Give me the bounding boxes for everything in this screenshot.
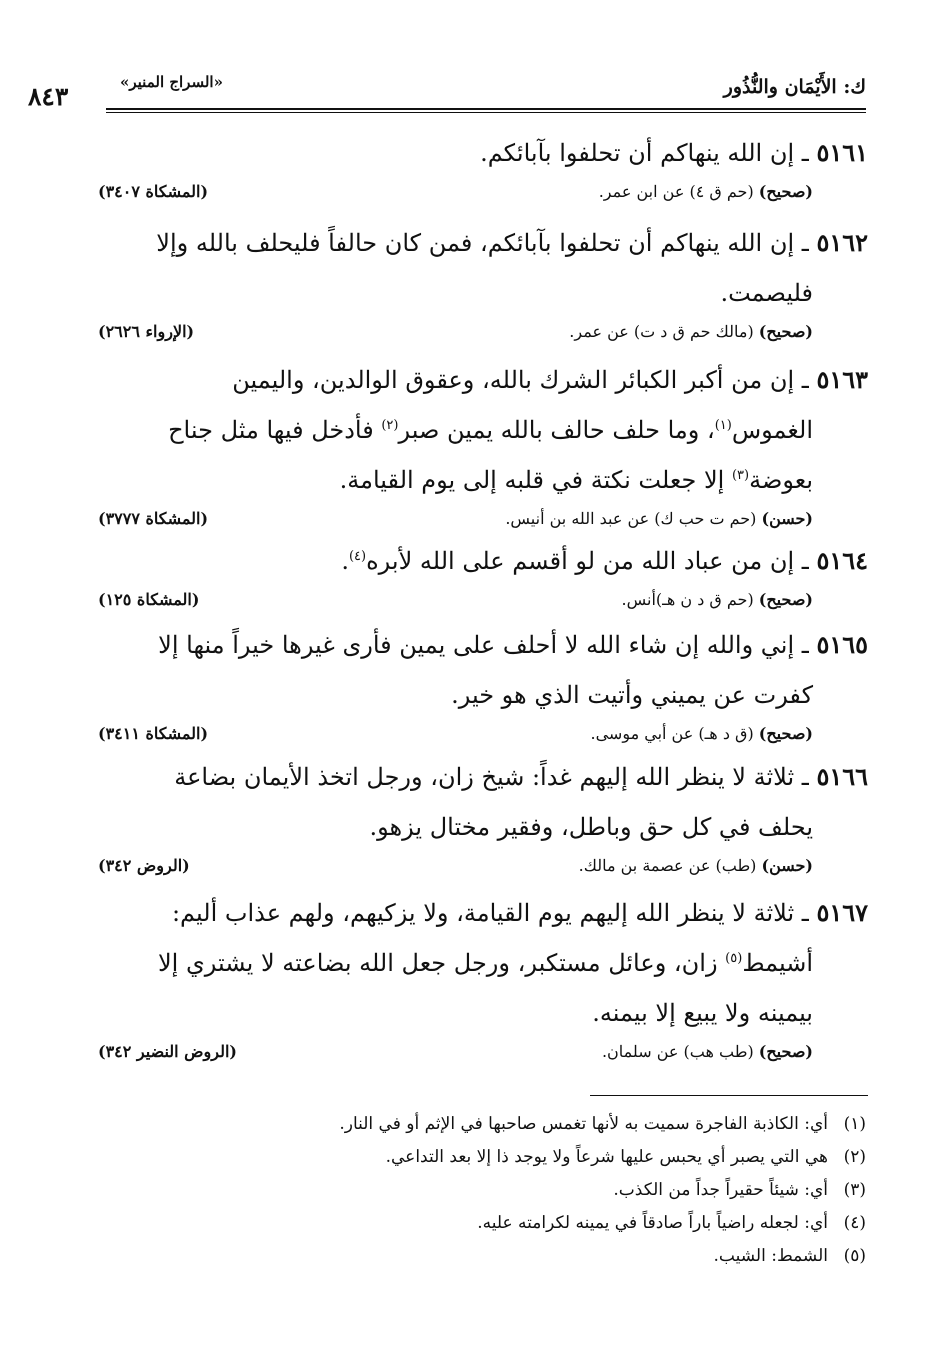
hadith-continuation: كفرت عن يميني وأتيت الذي هو خير. xyxy=(451,681,813,709)
hadith-5166 xyxy=(98,752,868,884)
hadith-text: ٥١٦٥ ـ إني والله إن شاء الله لا أحلف على يمين فأرى غيرها خيراً منها إلا xyxy=(158,630,868,659)
footnote-mark: (٣) xyxy=(731,468,750,483)
hadith-number: ٥١٦٦ xyxy=(816,762,868,791)
footnote xyxy=(76,1174,866,1207)
footnote-mark: (٥) xyxy=(725,951,743,966)
hadith-grade-line xyxy=(98,720,868,752)
hadith-continuation: الغموس$^{(١)}$، وما حلف حالف بالله يمين صبر$^{(٢)}$ فأدخل فيها مثل جناح xyxy=(168,416,813,444)
hadith-grade-line xyxy=(98,1038,868,1070)
hadith-grade-line xyxy=(98,852,868,884)
hadith-5164 xyxy=(98,536,868,618)
hadith-5167 xyxy=(98,888,868,1070)
footnote-number: (٤) xyxy=(843,1213,866,1233)
hadith-body: ثلاثة لا ينظر الله إليهم يوم القيامة، ولا يزكيهم، ولهم عذاب أليم: xyxy=(171,899,795,927)
reference: (الروض النضير ٣٤٢) xyxy=(98,1042,237,1061)
hadith-5161 xyxy=(98,128,868,210)
hadith-body: إني والله إن شاء الله لا أحلف على يمين فأرى غيرها خيراً منها إلا xyxy=(158,631,795,659)
sources: (حم ق ٤) عن ابن عمر. xyxy=(598,182,754,201)
sources: (طب) عن عصمة بن مالك. xyxy=(578,856,757,875)
hadith-continuation: بعوضة$^{(٣)}$ إلا جعلت نكتة في قلبه إلى يوم القيامة. xyxy=(339,466,813,494)
footnote-number: (٥) xyxy=(843,1246,866,1266)
reference: (الإرواء ٢٦٢٦) xyxy=(98,322,195,341)
footnote-text: الشمط: الشيب. xyxy=(713,1246,828,1266)
grade-label: (صحيح) xyxy=(758,724,813,743)
hadith-grade-line xyxy=(98,178,868,210)
hadith-continuation: فليصمت. xyxy=(720,279,813,307)
reference: (المشكاة ٣٧٧٧) xyxy=(98,509,209,528)
footnote-mark: (١) xyxy=(714,418,732,433)
hadith-number: ٥١٦٧ xyxy=(816,898,868,927)
hadith-grade-line xyxy=(98,318,868,350)
footnote-text: أي: شيئاً حقيراً جداً من الكذب. xyxy=(613,1180,828,1200)
page-header xyxy=(24,70,866,114)
footnote-separator xyxy=(590,1095,868,1096)
hadith-continuation: أشيمط$^{(٥)}$ زان، وعائل مستكبر، ورجل جعل الله بضاعته لا يشتري إلا xyxy=(157,949,813,977)
hadith-5163 xyxy=(98,355,868,537)
sources: (مالك حم ق د ت) عن عمر. xyxy=(569,322,754,341)
footnote-text: أي: لجعله راضياً باراً صادقاً في يمينه لكرامته عليه. xyxy=(477,1213,828,1233)
footnote xyxy=(76,1108,866,1141)
grade-label: (حسن) xyxy=(761,509,813,528)
hadith-text: ٥١٦٧ ـ ثلاثة لا ينظر الله إليهم يوم القيامة، ولا يزكيهم، ولهم عذاب أليم: xyxy=(171,898,868,927)
footnote-text: أي: الكاذبة الفاجرة سميت به لأنها تغمس صاحبها في الإثم أو في النار. xyxy=(339,1114,828,1134)
hadith-number: ٥١٦٤ xyxy=(816,546,868,575)
sources: (طب هب) عن سلمان. xyxy=(601,1042,754,1061)
reference: (المشكاة ٣٤١١) xyxy=(98,724,209,743)
book-title: «السراج المنير» xyxy=(120,73,223,91)
grade-label: (صحيح) xyxy=(758,182,813,201)
hadith-5162 xyxy=(98,218,868,350)
footnote-number: (٢) xyxy=(843,1147,866,1167)
footnote-number: (١) xyxy=(843,1114,866,1134)
hadith-text: ٥١٦٢ ـ إن الله ينهاكم أن تحلفوا بآبائكم، فمن كان حالفاً فليحلف بالله وإلا xyxy=(156,228,868,257)
hadith-number: ٥١٦٣ xyxy=(816,365,868,394)
hadith-text: ٥١٦٦ ـ ثلاثة لا ينظر الله إليهم غداً: شيخ زان، ورجل اتخذ الأيمان بضاعة xyxy=(174,762,868,791)
grade-label: (حسن) xyxy=(761,856,813,875)
footnote xyxy=(76,1207,866,1240)
footnote-mark: (٢) xyxy=(381,418,399,433)
sources: (حم ت حب ك) عن عبد الله بن أنيس. xyxy=(505,509,757,528)
footnote-text: هي التي يصبر أي يحبس عليها شرعاً ولا يوجد ذا إلا بعد التداعي. xyxy=(385,1147,828,1167)
hadith-5165 xyxy=(98,620,868,752)
grade-label: (صحيح) xyxy=(758,322,813,341)
hadith-continuation: يحلف في كل حق وباطل، وفقير مختال يزهو. xyxy=(369,813,813,841)
hadith-text: ٥١٦٣ ـ إن من أكبر الكبائر الشرك بالله، وعقوق الوالدين، واليمين xyxy=(232,365,868,394)
footnote xyxy=(76,1141,866,1174)
hadith-body: إن من عباد الله من لو أقسم على الله لأبره xyxy=(366,547,795,575)
hadith-continuation: بيمينه ولا يبيع إلا بيمنه. xyxy=(592,999,813,1027)
page-number: ٨٤٣ xyxy=(28,82,69,111)
footnote-mark: (٤) xyxy=(348,549,367,564)
header-rule-thin xyxy=(106,112,866,113)
sources: (ق د هـ) عن أبي موسى. xyxy=(590,724,754,743)
hadith-body: إن من أكبر الكبائر الشرك بالله، وعقوق الوالدين، واليمين xyxy=(232,366,795,394)
hadith-text: ٥١٦١ ـ إن الله ينهاكم أن تحلفوا بآبائكم. xyxy=(480,138,868,167)
grade-label: (صحيح) xyxy=(758,1042,813,1061)
hadith-body: إن الله ينهاكم أن تحلفوا بآبائكم، فمن كان حالفاً فليحلف بالله وإلا xyxy=(156,229,795,257)
grade-label: (صحيح) xyxy=(758,590,813,609)
hadith-number: ٥١٦٥ xyxy=(816,630,868,659)
reference: (المشكاة ٣٤٠٧) xyxy=(98,182,209,201)
hadith-body: ثلاثة لا ينظر الله إليهم غداً: شيخ زان، ورجل اتخذ الأيمان بضاعة xyxy=(174,763,795,791)
reference: (المشكاة ١٢٥) xyxy=(98,590,200,609)
footnotes xyxy=(76,1108,866,1273)
chapter-title: ك: الأَيْمَان والنُّذُور xyxy=(723,76,866,98)
hadith-grade-line xyxy=(98,505,868,537)
hadith-grade-line xyxy=(98,586,868,618)
hadith-number: ٥١٦٢ xyxy=(816,228,868,257)
hadith-number: ٥١٦١ xyxy=(816,138,868,167)
footnote xyxy=(76,1240,866,1273)
reference: (الروض ٣٤٢) xyxy=(98,856,190,875)
header-rule xyxy=(106,108,866,110)
hadith-body: إن الله ينهاكم أن تحلفوا بآبائكم. xyxy=(480,139,795,167)
footnote-number: (٣) xyxy=(843,1180,866,1200)
hadith-text: ٥١٦٤ ـ إن من عباد الله من لو أقسم على الله لأبره$^{(٤)}$. xyxy=(341,546,868,575)
sources: (حم ق د ن هـ)أنس. xyxy=(621,590,754,609)
